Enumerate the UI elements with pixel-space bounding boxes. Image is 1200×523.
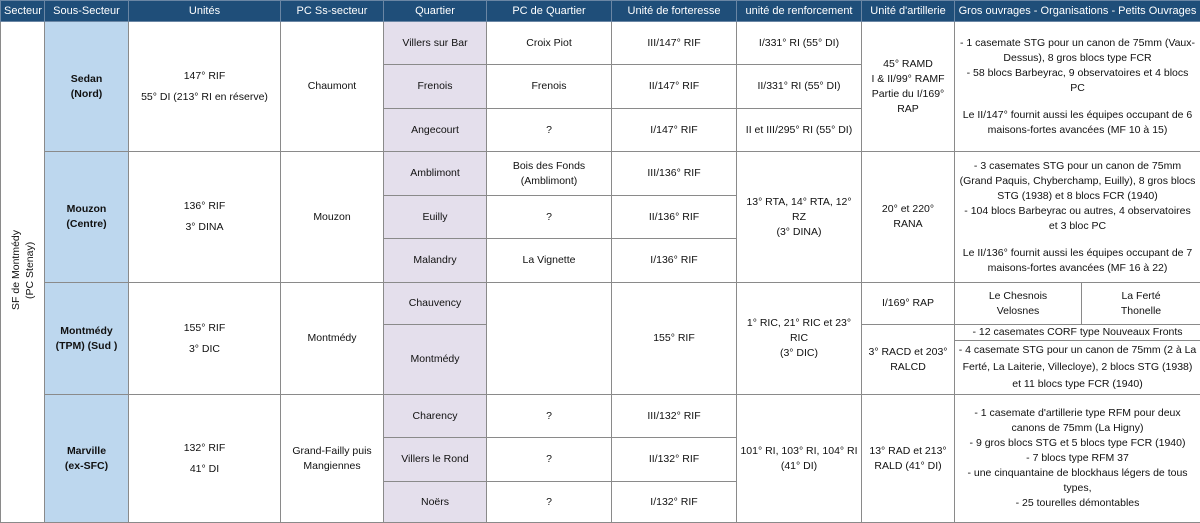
forteresse-montmedy: 155° RIF [612, 283, 737, 395]
quartier-villers-sur-bar: Villers sur Bar [384, 22, 487, 65]
pc-line: (Amblimont) [490, 174, 608, 189]
ouvrages-line: - 1 casemate STG pour un canon de 75mm (Vaux-Dessus), 8 gros blocs type FCR [959, 36, 1196, 66]
renfort-line: (41° DI) [740, 459, 858, 474]
artillerie-line: 45° RAMD [865, 57, 951, 72]
ouvrages-line: - 1 casemate d'artillerie type RFM pour deux canons de 75mm (La Higny) [959, 406, 1196, 436]
sous-secteur-position: (ex-SFC) [48, 459, 125, 474]
ouvrage-chesnois-velosnes [955, 283, 1082, 325]
header-sous-secteur: Sous-Secteur [45, 1, 129, 22]
sous-secteur-position: (TPM) (Sud ) [48, 339, 125, 354]
ouvrages-line: - 58 blocs Barbeyrac, 9 observatoires et 4 blocs PC [959, 66, 1196, 96]
secteur-line-2: (PC Stenay) [23, 230, 37, 310]
artillerie-line: 20° et 220° [865, 202, 951, 217]
header-gros-ouvrages: Gros ouvrages - Organisations - Petits Ouvrages [955, 1, 1200, 22]
unites-line-2: 3° DINA [132, 220, 277, 235]
quartier-euilly: Euilly [384, 196, 487, 239]
artillerie-sedan [862, 22, 955, 152]
quartier-frenois: Frenois [384, 65, 487, 109]
ouvrages-line: - 7 blocs type RFM 37 [959, 451, 1196, 466]
header-unite-forteresse: Unité de forteresse [612, 1, 737, 22]
unites-line-2: 41° DI [132, 462, 277, 477]
header-pc-ss-secteur: PC Ss-secteur [281, 1, 384, 22]
pc-ss-secteur-marville: Grand-Failly puis Mangiennes [281, 395, 384, 523]
unites-mouzon [129, 152, 281, 283]
forteresse-cell: II/136° RIF [612, 196, 737, 239]
header-unites: Unités [129, 1, 281, 22]
pc-quartier-cell: ? [487, 482, 612, 523]
artillerie-marville [862, 395, 955, 523]
pc-quartier-cell: Croix Piot [487, 22, 612, 65]
ouvrages-sedan [955, 22, 1200, 152]
renfort-line: 101° RI, 103° RI, 104° RI [740, 444, 858, 459]
renfort-cell: II et III/295° RI (55° DI) [737, 109, 862, 152]
quartier-malandry: Malandry [384, 239, 487, 283]
secteur-cell [1, 22, 45, 523]
renfort-line: 1° RIC, 21° RIC et 23° RIC [740, 316, 858, 346]
header-quartier: Quartier [384, 1, 487, 22]
ouvrages-mouzon [955, 152, 1200, 283]
quartier-amblimont: Amblimont [384, 152, 487, 196]
sous-secteur-sedan [45, 22, 129, 152]
artillerie-montmedy-a: I/169° RAP [862, 283, 955, 325]
ouvrages-line: Le II/147° fournit aussi les équipes occupant de 6 maisons-fortes avancées (MF 10 à 15) [959, 108, 1196, 138]
quartier-chauvency: Chauvency [384, 283, 487, 325]
sous-secteur-position: (Nord) [48, 87, 125, 102]
renfort-cell: II/331° RI (55° DI) [737, 65, 862, 109]
artillerie-montmedy-b: 3° RACD et 203° RALCD [862, 325, 955, 395]
ouvrages-line: - 25 tourelles démontables [959, 496, 1196, 511]
unites-marville [129, 395, 281, 523]
unites-line-2: 3° DIC [132, 342, 277, 357]
pc-line: Bois des Fonds [490, 159, 608, 174]
forteresse-cell: I/132° RIF [612, 482, 737, 523]
pc-quartier-cell: ? [487, 109, 612, 152]
ouvrages-corf: - 12 casemates CORF type Nouveaux Fronts [955, 325, 1200, 341]
quartier-villers-le-rond: Villers le Rond [384, 438, 487, 482]
renfort-line: (3° DINA) [740, 225, 858, 240]
forteresse-cell: II/132° RIF [612, 438, 737, 482]
header-unite-renforcement: unité de renforcement [737, 1, 862, 22]
sous-secteur-name: Mouzon [48, 202, 125, 217]
quartier-noers: Noërs [384, 482, 487, 523]
forteresse-cell: I/147° RIF [612, 109, 737, 152]
pc-ss-secteur-mouzon: Mouzon [281, 152, 384, 283]
renfort-cell: I/331° RI (55° DI) [737, 22, 862, 65]
header-secteur: Secteur [1, 1, 45, 22]
ouvrage-name: Thonelle [1085, 304, 1197, 319]
artillerie-line: I & II/99° RAMF [865, 72, 951, 87]
pc-quartier-cell [487, 152, 612, 196]
secteur-label [9, 230, 37, 310]
ouvrages-line: - 3 casemates STG pour un canon de 75mm (Grand Paquis, Chyberchamp, Euilly), 8 gros blocs STG (1938) et 8 blocs FCR (1940) [959, 159, 1196, 204]
renfort-line: 13° RTA, 14° RTA, 12° RZ [740, 195, 858, 225]
header-unite-artillerie: Unité d'artillerie [862, 1, 955, 22]
sous-secteur-position: (Centre) [48, 217, 125, 232]
renfort-line: (3° DIC) [740, 346, 858, 361]
renfort-mouzon [737, 152, 862, 283]
sous-secteur-montmedy [45, 283, 129, 395]
unites-line-1: 132° RIF [132, 441, 277, 456]
pc-ss-secteur-sedan: Chaumont [281, 22, 384, 152]
pc-quartier-cell: Frenois [487, 65, 612, 109]
artillerie-line: RANA [865, 217, 951, 232]
ouvrage-name: Velosnes [958, 304, 1078, 319]
pc-quartier-cell: ? [487, 438, 612, 482]
forteresse-cell: III/136° RIF [612, 152, 737, 196]
sous-secteur-name: Marville [48, 444, 125, 459]
unites-line-1: 136° RIF [132, 199, 277, 214]
ouvrage-ferte-thonelle [1082, 283, 1200, 325]
pc-quartier-cell: ? [487, 196, 612, 239]
table-row [1, 395, 1200, 438]
ouvrages-montmedy [955, 325, 1200, 395]
forteresse-cell: III/147° RIF [612, 22, 737, 65]
unites-sedan [129, 22, 281, 152]
unites-line-1: 147° RIF [132, 69, 277, 84]
ouvrages-line: - une cinquantaine de blockhaus légers de tous types, [959, 466, 1196, 496]
artillerie-line: RALD (41° DI) [865, 459, 951, 474]
artillerie-mouzon [862, 152, 955, 283]
unites-line-1: 155° RIF [132, 321, 277, 336]
table-row [1, 22, 1200, 65]
sous-secteur-mouzon [45, 152, 129, 283]
ouvrages-marville [955, 395, 1200, 523]
pc-ss-secteur-montmedy: Montmédy [281, 283, 384, 395]
forteresse-cell: I/136° RIF [612, 239, 737, 283]
artillerie-line: 13° RAD et 213° [865, 444, 951, 459]
quartier-angecourt: Angecourt [384, 109, 487, 152]
sous-secteur-name: Montmédy [48, 324, 125, 339]
unites-montmedy [129, 283, 281, 395]
ouvrages-line: Le II/136° fournit aussi les équipes occupant de 7 maisons-fortes avancées (MF 16 à 22) [959, 246, 1196, 276]
pc-quartier-cell: La Vignette [487, 239, 612, 283]
header-row [1, 1, 1200, 22]
forteresse-cell: III/132° RIF [612, 395, 737, 438]
header-pc-quartier: PC de Quartier [487, 1, 612, 22]
artillerie-line: Partie du I/169° [865, 87, 951, 102]
artillerie-line: RAP [865, 102, 951, 117]
forteresse-cell: II/147° RIF [612, 65, 737, 109]
pc-quartier-cell-empty [487, 283, 612, 395]
secteur-line-1: SF de Montmédy [9, 230, 23, 310]
unites-line-2: 55° DI (213° RI en réserve) [132, 90, 277, 105]
sous-secteur-name: Sedan [48, 72, 125, 87]
table-row [1, 283, 1200, 325]
ouvrages-stg: - 4 casemate STG pour un canon de 75mm (2 à La Ferté, La Laiterie, Villecloye), 2 blocs STG (1938) et 11 blocs type FCR (1940) [955, 341, 1200, 394]
table-row [1, 152, 1200, 196]
sous-secteur-marville [45, 395, 129, 523]
ouvrages-line: - 9 gros blocs STG et 5 blocs type FCR (1940) [959, 436, 1196, 451]
pc-quartier-cell: ? [487, 395, 612, 438]
ouvrage-name: Le Chesnois [958, 289, 1078, 304]
ouvrage-name: La Ferté [1085, 289, 1197, 304]
quartier-charency: Charency [384, 395, 487, 438]
ouvrages-line: - 104 blocs Barbeyrac ou autres, 4 observatoires et 3 bloc PC [959, 204, 1196, 234]
quartier-montmedy: Montmédy [384, 325, 487, 395]
renfort-montmedy [737, 283, 862, 395]
renfort-marville [737, 395, 862, 523]
